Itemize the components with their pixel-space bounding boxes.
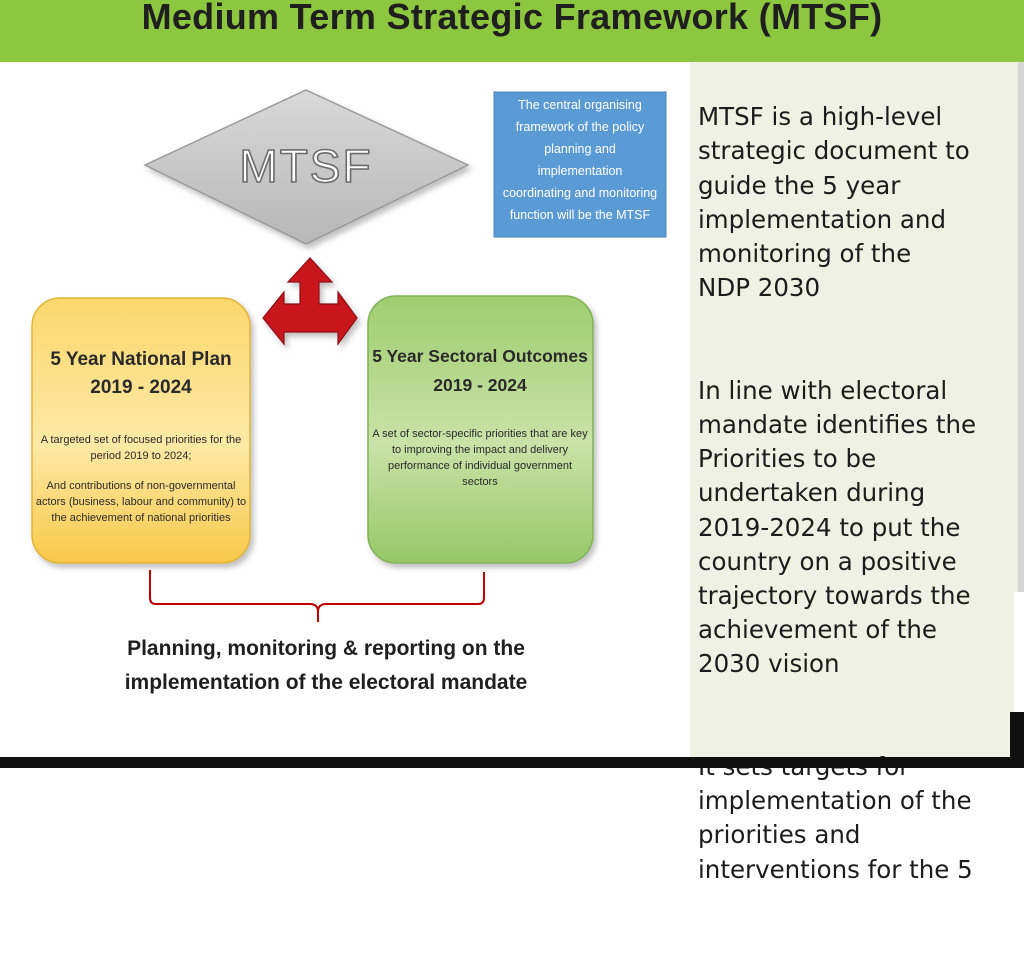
side-paragraph-3: implementation of the priorities and interventions for the 5 <box>698 786 973 884</box>
blue-box-line: function will be the MTSF <box>509 208 651 222</box>
sectoral-outcomes-text: to improving the impact and delivery <box>391 444 569 456</box>
sectoral-outcomes-text: A set of sector-specific priorities that are key <box>372 428 588 440</box>
national-plan-heading: 5 Year National Plan <box>50 349 232 370</box>
blue-box-line: framework of the policy <box>515 120 645 134</box>
blue-box-line: coordinating and monitoring <box>502 186 658 200</box>
title-bar <box>0 0 1024 62</box>
national-plan-text: And contributions of non-governmental <box>46 480 236 492</box>
bottom-band <box>0 757 1024 768</box>
national-plan-box <box>32 298 250 563</box>
sectoral-outcomes-heading: 5 Year Sectoral Outcomes <box>372 346 588 366</box>
slide-title: Medium Term Strategic Framework (MTSF) <box>141 0 883 37</box>
bottom-caption-line-2: implementation of the electoral mandate <box>124 671 528 694</box>
blue-box-line: The central organising <box>518 98 642 112</box>
blue-info-box <box>494 92 666 237</box>
national-plan-text: the achievement of national priorities <box>51 512 231 524</box>
three-way-arrow-icon <box>263 258 357 344</box>
mtsf-diagram <box>0 62 690 768</box>
grouping-bracket <box>150 570 484 622</box>
sectoral-outcomes-text: performance of individual government <box>387 460 573 472</box>
diamond-label: MTSF <box>239 140 373 192</box>
blue-box-line: planning and <box>544 142 616 156</box>
blue-box-line: implementation <box>537 164 623 178</box>
mtsf-diamond <box>145 90 468 244</box>
side-paragraph-2: In line with electoral mandate identifies the Priorities to be undertaken during 2019-2024 to put the country on a positive trajectory towards the achievement of the 2030 vision <box>698 375 977 679</box>
side-text <box>698 66 1013 955</box>
sectoral-outcomes-period: 2019 - 2024 <box>433 375 527 395</box>
side-text-panel <box>690 62 1018 884</box>
bottom-caption-line-1: Planning, monitoring & reporting on the <box>127 637 525 660</box>
side-paragraph-1: MTSF is a high-level strategic document to guide the 5 year implementation and monitoring of the NDP 2030 <box>698 102 970 303</box>
national-plan-text: A targeted set of focused priorities for the <box>40 434 242 446</box>
national-plan-period: 2019 - 2024 <box>90 377 192 398</box>
diagram-canvas <box>0 62 690 768</box>
sectoral-outcomes-text: sectors <box>462 476 498 488</box>
sectoral-outcomes-box <box>368 296 593 563</box>
national-plan-text: period 2019 to 2024; <box>90 450 192 462</box>
right-edge-highlight <box>1014 592 1024 712</box>
national-plan-text: actors (business, labour and community) to <box>35 496 247 508</box>
